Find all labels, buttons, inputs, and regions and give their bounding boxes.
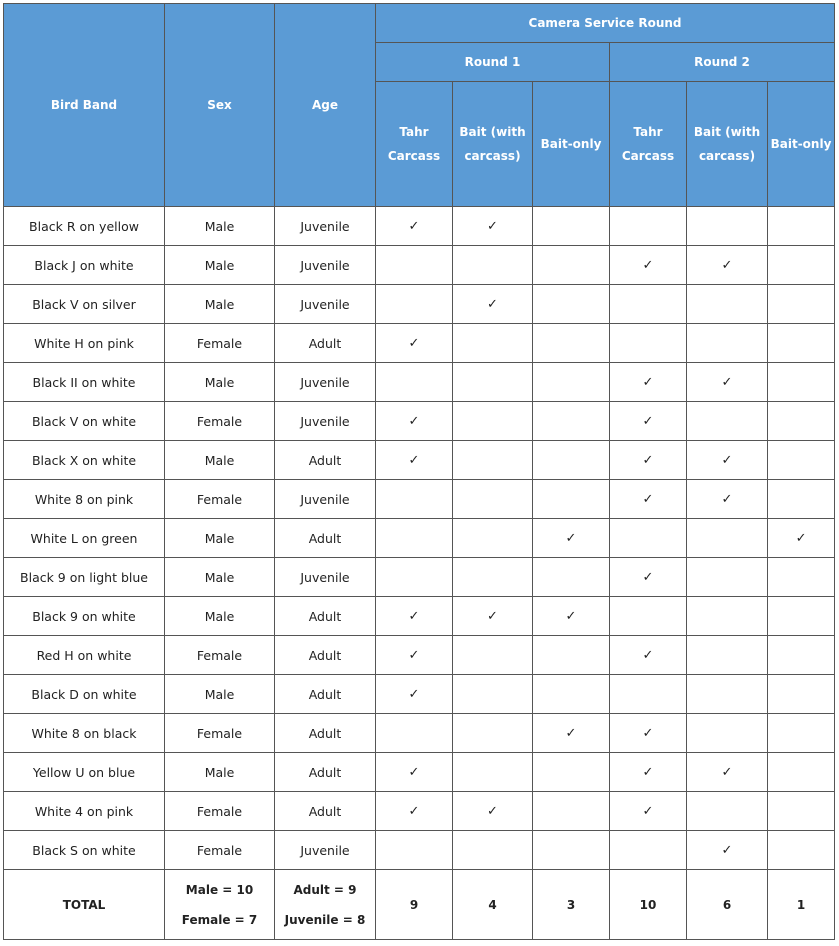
- check-cell-r2-bait-only: [768, 285, 835, 324]
- bird-band-cell: Black II on white: [4, 363, 165, 402]
- check-cell-r1-bait-only: [533, 792, 610, 831]
- sex-cell: Female: [165, 636, 275, 675]
- bird-band-cell: White L on green: [4, 519, 165, 558]
- total-r2-tahr: 10: [610, 870, 687, 940]
- check-cell-r2-bait: [687, 558, 768, 597]
- age-cell: Adult: [275, 324, 376, 363]
- sex-cell: Male: [165, 753, 275, 792]
- check-cell-r1-bait-only: [533, 402, 610, 441]
- check-cell-r2-bait: [687, 597, 768, 636]
- check-cell-r1-tahr: ✓: [376, 324, 453, 363]
- header-camera-service-round: Camera Service Round: [376, 4, 835, 43]
- check-cell-r2-bait: [687, 207, 768, 246]
- sex-cell: Female: [165, 792, 275, 831]
- sex-cell: Female: [165, 324, 275, 363]
- check-cell-r2-bait-only: [768, 675, 835, 714]
- table-row: [4, 675, 835, 714]
- check-cell-r1-tahr: ✓: [376, 441, 453, 480]
- bird-band-cell: Black R on yellow: [4, 207, 165, 246]
- check-cell-r1-bait: [453, 480, 533, 519]
- table-row: [4, 753, 835, 792]
- sex-cell: Female: [165, 714, 275, 753]
- total-label: TOTAL: [4, 870, 165, 940]
- check-cell-r2-bait: ✓: [687, 480, 768, 519]
- table-footer: [4, 870, 835, 940]
- check-cell-r1-bait-only: [533, 324, 610, 363]
- table-row: [4, 519, 835, 558]
- total-r1-bait-only: 3: [533, 870, 610, 940]
- table-row: [4, 441, 835, 480]
- bird-band-cell: Black S on white: [4, 831, 165, 870]
- total-juvenile: Juvenile = 8: [284, 912, 366, 927]
- check-cell-r2-tahr: ✓: [610, 753, 687, 792]
- age-cell: Juvenile: [275, 285, 376, 324]
- check-cell-r1-tahr: [376, 519, 453, 558]
- check-cell-r2-bait: [687, 675, 768, 714]
- check-cell-r2-bait-only: [768, 246, 835, 285]
- check-cell-r1-bait: [453, 831, 533, 870]
- bird-band-cell: White 8 on black: [4, 714, 165, 753]
- check-cell-r1-bait-only: [533, 831, 610, 870]
- sex-cell: Male: [165, 441, 275, 480]
- header-round-1: Round 1: [376, 43, 610, 82]
- total-age: [275, 870, 376, 940]
- check-cell-r2-bait-only: [768, 402, 835, 441]
- check-cell-r1-tahr: ✓: [376, 792, 453, 831]
- check-cell-r1-bait: [453, 246, 533, 285]
- check-cell-r1-tahr: [376, 831, 453, 870]
- check-cell-r1-tahr: [376, 285, 453, 324]
- check-cell-r2-tahr: [610, 675, 687, 714]
- check-cell-r1-bait: [453, 441, 533, 480]
- check-cell-r2-bait-only: [768, 714, 835, 753]
- age-cell: Adult: [275, 792, 376, 831]
- total-r2-bait: 6: [687, 870, 768, 940]
- check-cell-r2-bait-only: [768, 324, 835, 363]
- check-cell-r1-bait: [453, 636, 533, 675]
- check-cell-r1-bait: [453, 519, 533, 558]
- age-cell: Adult: [275, 519, 376, 558]
- check-cell-r2-bait: [687, 402, 768, 441]
- sex-cell: Male: [165, 285, 275, 324]
- check-cell-r2-bait: [687, 714, 768, 753]
- check-cell-r2-bait-only: [768, 831, 835, 870]
- table-row: [4, 597, 835, 636]
- check-cell-r2-tahr: [610, 285, 687, 324]
- check-cell-r2-bait: ✓: [687, 831, 768, 870]
- bird-band-cell: Red H on white: [4, 636, 165, 675]
- check-cell-r1-bait-only: [533, 675, 610, 714]
- check-cell-r2-bait: ✓: [687, 363, 768, 402]
- check-cell-r1-bait-only: [533, 441, 610, 480]
- sex-cell: Female: [165, 480, 275, 519]
- age-cell: Juvenile: [275, 207, 376, 246]
- total-row: [4, 870, 835, 940]
- header-r1-bait-only: Bait-only: [533, 82, 610, 207]
- check-cell-r1-bait: ✓: [453, 597, 533, 636]
- header-r1-tahr-carcass: Tahr Carcass: [376, 82, 453, 207]
- check-cell-r2-bait-only: [768, 558, 835, 597]
- age-cell: Juvenile: [275, 246, 376, 285]
- age-cell: Juvenile: [275, 831, 376, 870]
- table-row: [4, 636, 835, 675]
- sex-cell: Male: [165, 558, 275, 597]
- check-cell-r2-tahr: ✓: [610, 480, 687, 519]
- check-cell-r2-bait-only: [768, 207, 835, 246]
- sex-cell: Male: [165, 675, 275, 714]
- header-age: Age: [275, 4, 376, 207]
- bird-band-cell: Black J on white: [4, 246, 165, 285]
- header-r2-bait-with-carcass: Bait (with carcass): [687, 82, 768, 207]
- check-cell-r2-bait-only: ✓: [768, 519, 835, 558]
- bird-band-cell: Black 9 on white: [4, 597, 165, 636]
- check-cell-r2-bait-only: [768, 597, 835, 636]
- check-cell-r2-bait: [687, 792, 768, 831]
- check-cell-r1-bait-only: [533, 207, 610, 246]
- sex-cell: Male: [165, 246, 275, 285]
- check-cell-r1-bait: [453, 324, 533, 363]
- bird-band-cell: White H on pink: [4, 324, 165, 363]
- sex-cell: Male: [165, 519, 275, 558]
- check-cell-r2-bait: [687, 285, 768, 324]
- bird-band-cell: Black D on white: [4, 675, 165, 714]
- age-cell: Adult: [275, 597, 376, 636]
- check-cell-r1-bait-only: ✓: [533, 597, 610, 636]
- check-cell-r2-tahr: ✓: [610, 558, 687, 597]
- check-cell-r1-bait-only: [533, 636, 610, 675]
- table-body: [4, 207, 835, 870]
- check-cell-r2-bait: [687, 324, 768, 363]
- age-cell: Adult: [275, 441, 376, 480]
- check-cell-r2-tahr: ✓: [610, 246, 687, 285]
- check-cell-r2-bait-only: [768, 480, 835, 519]
- check-cell-r1-bait-only: [533, 753, 610, 792]
- table-row: [4, 558, 835, 597]
- check-cell-r2-tahr: [610, 519, 687, 558]
- bird-band-table: [3, 3, 835, 940]
- check-cell-r2-bait-only: [768, 792, 835, 831]
- sex-cell: Male: [165, 207, 275, 246]
- table-row: [4, 324, 835, 363]
- check-cell-r1-bait: ✓: [453, 285, 533, 324]
- total-sex: [165, 870, 275, 940]
- bird-band-cell: Black X on white: [4, 441, 165, 480]
- total-r1-tahr: 9: [376, 870, 453, 940]
- check-cell-r2-bait: [687, 636, 768, 675]
- check-cell-r1-tahr: ✓: [376, 636, 453, 675]
- table-row: [4, 246, 835, 285]
- check-cell-r1-tahr: ✓: [376, 675, 453, 714]
- total-female: Female = 7: [181, 912, 258, 927]
- check-cell-r2-bait: ✓: [687, 753, 768, 792]
- check-cell-r2-tahr: ✓: [610, 402, 687, 441]
- check-cell-r1-tahr: [376, 363, 453, 402]
- header-r2-tahr-carcass: Tahr Carcass: [610, 82, 687, 207]
- total-r2-bait-only: 1: [768, 870, 835, 940]
- check-cell-r1-bait-only: [533, 285, 610, 324]
- check-cell-r1-bait: [453, 558, 533, 597]
- check-cell-r2-bait-only: [768, 441, 835, 480]
- sex-cell: Female: [165, 402, 275, 441]
- check-cell-r2-bait: ✓: [687, 246, 768, 285]
- table-row: [4, 714, 835, 753]
- check-cell-r1-bait-only: [533, 363, 610, 402]
- bird-band-cell: Black 9 on light blue: [4, 558, 165, 597]
- check-cell-r1-bait: [453, 714, 533, 753]
- sex-cell: Male: [165, 597, 275, 636]
- table-row: [4, 792, 835, 831]
- check-cell-r1-bait-only: ✓: [533, 519, 610, 558]
- header-r1-bait-with-carcass: Bait (with carcass): [453, 82, 533, 207]
- sex-cell: Male: [165, 363, 275, 402]
- check-cell-r2-bait: [687, 519, 768, 558]
- check-cell-r1-tahr: ✓: [376, 597, 453, 636]
- header-round-2: Round 2: [610, 43, 835, 82]
- bird-band-cell: Black V on silver: [4, 285, 165, 324]
- check-cell-r2-tahr: ✓: [610, 636, 687, 675]
- check-cell-r2-bait-only: [768, 636, 835, 675]
- check-cell-r1-tahr: ✓: [376, 207, 453, 246]
- check-cell-r2-bait-only: [768, 363, 835, 402]
- check-cell-r1-tahr: [376, 714, 453, 753]
- total-adult: Adult = 9: [293, 882, 357, 897]
- check-cell-r2-tahr: ✓: [610, 441, 687, 480]
- check-cell-r1-bait: [453, 753, 533, 792]
- check-cell-r1-tahr: [376, 558, 453, 597]
- check-cell-r2-tahr: [610, 207, 687, 246]
- total-r1-bait: 4: [453, 870, 533, 940]
- bird-band-cell: Yellow U on blue: [4, 753, 165, 792]
- check-cell-r1-bait: [453, 402, 533, 441]
- bird-band-cell: Black V on white: [4, 402, 165, 441]
- bird-band-cell: White 8 on pink: [4, 480, 165, 519]
- age-cell: Juvenile: [275, 558, 376, 597]
- check-cell-r1-bait-only: [533, 558, 610, 597]
- check-cell-r2-tahr: ✓: [610, 714, 687, 753]
- check-cell-r2-tahr: [610, 597, 687, 636]
- check-cell-r1-tahr: ✓: [376, 753, 453, 792]
- age-cell: Juvenile: [275, 402, 376, 441]
- check-cell-r2-tahr: ✓: [610, 792, 687, 831]
- table-row: [4, 402, 835, 441]
- check-cell-r1-bait: ✓: [453, 207, 533, 246]
- check-cell-r2-tahr: ✓: [610, 363, 687, 402]
- check-cell-r1-tahr: ✓: [376, 402, 453, 441]
- check-cell-r1-tahr: [376, 246, 453, 285]
- check-cell-r2-tahr: [610, 831, 687, 870]
- header-bird-band: Bird Band: [4, 4, 165, 207]
- check-cell-r2-bait-only: [768, 753, 835, 792]
- header-r2-bait-only: Bait-only: [768, 82, 835, 207]
- total-male: Male = 10: [185, 882, 254, 897]
- check-cell-r2-tahr: [610, 324, 687, 363]
- check-cell-r1-bait-only: [533, 246, 610, 285]
- age-cell: Juvenile: [275, 480, 376, 519]
- table-row: [4, 207, 835, 246]
- check-cell-r1-bait: ✓: [453, 792, 533, 831]
- bird-band-cell: White 4 on pink: [4, 792, 165, 831]
- check-cell-r1-bait: [453, 675, 533, 714]
- sex-cell: Female: [165, 831, 275, 870]
- header-sex: Sex: [165, 4, 275, 207]
- table-header: [4, 4, 835, 207]
- age-cell: Adult: [275, 714, 376, 753]
- check-cell-r1-bait: [453, 363, 533, 402]
- check-cell-r1-bait-only: [533, 480, 610, 519]
- age-cell: Adult: [275, 675, 376, 714]
- age-cell: Juvenile: [275, 363, 376, 402]
- table-row: [4, 363, 835, 402]
- table-row: [4, 285, 835, 324]
- age-cell: Adult: [275, 636, 376, 675]
- check-cell-r1-tahr: [376, 480, 453, 519]
- check-cell-r1-bait-only: ✓: [533, 714, 610, 753]
- table-row: [4, 831, 835, 870]
- age-cell: Adult: [275, 753, 376, 792]
- table-row: [4, 480, 835, 519]
- check-cell-r2-bait: ✓: [687, 441, 768, 480]
